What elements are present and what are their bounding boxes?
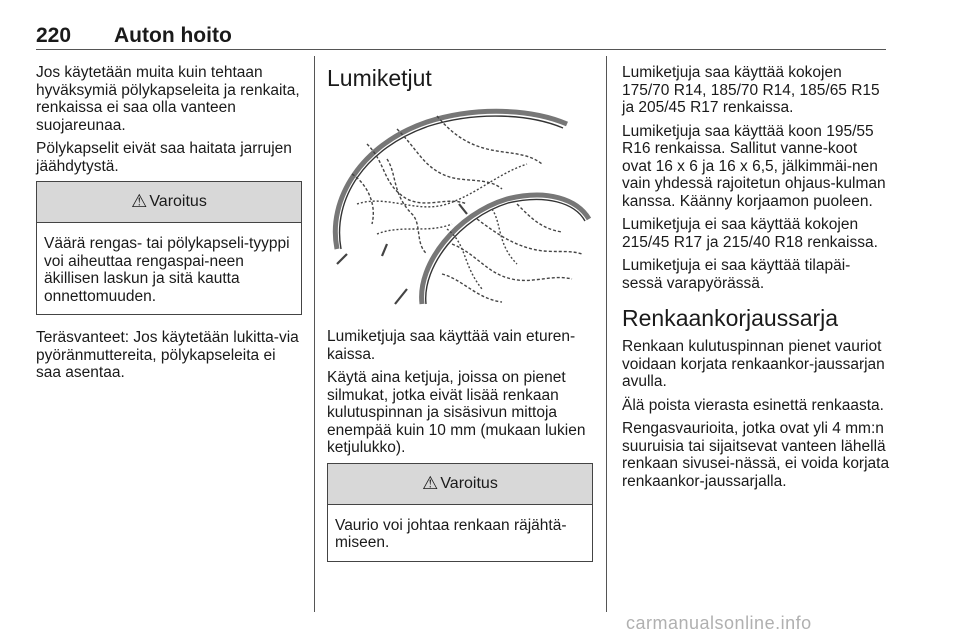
warning-icon: ⚠	[422, 472, 439, 493]
warning-icon: ⚠	[131, 191, 148, 212]
column-2	[327, 64, 593, 576]
section-heading: Lumiketjut	[327, 65, 432, 91]
column-3	[622, 64, 890, 496]
paragraph: Lumiketjuja saa käyttää koon 195/55 R16 renkaissa. Sallitut vanne-koot ovat 16 x 6 ja 16 x 6,5, jälkimmäi-nen vain yhdessä rajoitetun ohjaus-kulman kanssa. Käänny korjaamon puoleen.	[622, 122, 886, 210]
column-1	[36, 64, 302, 388]
snow-chains-illustration	[327, 104, 593, 314]
paragraph: Rengasvaurioita, jotka ovat yli 4 mm:n suuruisia tai sijaitsevat vanteen lähellä renkaan sivusei-nässä, ei voida korjata renkaankor-jaussarjalla.	[622, 420, 890, 490]
warning-title: Varoitus	[149, 193, 207, 211]
paragraph: Teräsvanteet: Jos käytetään lukitta-via pyöränmuttereita, pölykapseleita ei saa asentaa.	[36, 329, 299, 381]
warning-header	[328, 464, 592, 505]
page-title: Auton hoito	[114, 24, 232, 47]
paragraph: Pölykapselit eivät saa haitata jarrujen jäähdytystä.	[36, 140, 292, 175]
warning-header	[37, 182, 301, 223]
header-divider	[36, 49, 886, 50]
column-divider	[314, 56, 315, 612]
section-heading: Renkaankorjaussarja	[622, 305, 839, 331]
paragraph: Lumiketjuja ei saa käyttää tilapäi-sessä varapyörässä.	[622, 257, 851, 292]
paragraph: Renkaan kulutuspinnan pienet vauriot voidaan korjata renkaankor-jaussarjan avulla.	[622, 338, 885, 390]
warning-box	[36, 181, 302, 315]
paragraph: Käytä aina ketjuja, joissa on pienet silmukat, jotka eivät lisää renkaan kulutuspinnan ja sisäsivun mittoja enempää kuin 10 mm (mukaan lukien ketjulukko).	[327, 369, 586, 456]
column-divider	[606, 56, 607, 612]
paragraph: Lumiketjuja saa käyttää kokojen 175/70 R14, 185/70 R14, 185/65 R15 ja 205/45 R17 renkaissa.	[622, 64, 880, 116]
paragraph: Lumiketjuja ei saa käyttää kokojen 215/45 R17 ja 215/40 R18 renkaissa.	[622, 216, 878, 251]
paragraph: Älä poista vierasta esinettä renkaasta.	[622, 396, 884, 414]
paragraph: Jos käytetään muita kuin tehtaan hyväksymiä pölykapseleita ja renkaita, renkaissa ei saa olla vanteen suojareunaa.	[36, 64, 300, 134]
paragraph: Lumiketjuja saa käyttää vain eturen-kaissa.	[327, 328, 576, 363]
watermark: carmanualsonline.info	[626, 613, 812, 633]
warning-box	[327, 463, 593, 562]
warning-text: Väärä rengas- tai pölykapseli-tyyppi voi aiheuttaa rengaspai-neen äkillisen laskun ja sitä kautta onnettomuuden.	[44, 235, 290, 305]
warning-title: Varoitus	[440, 474, 498, 492]
page-header	[36, 24, 886, 48]
warning-text: Vaurio voi johtaa renkaan räjähtä-miseen.	[335, 516, 567, 551]
page-number: 220	[36, 24, 72, 47]
